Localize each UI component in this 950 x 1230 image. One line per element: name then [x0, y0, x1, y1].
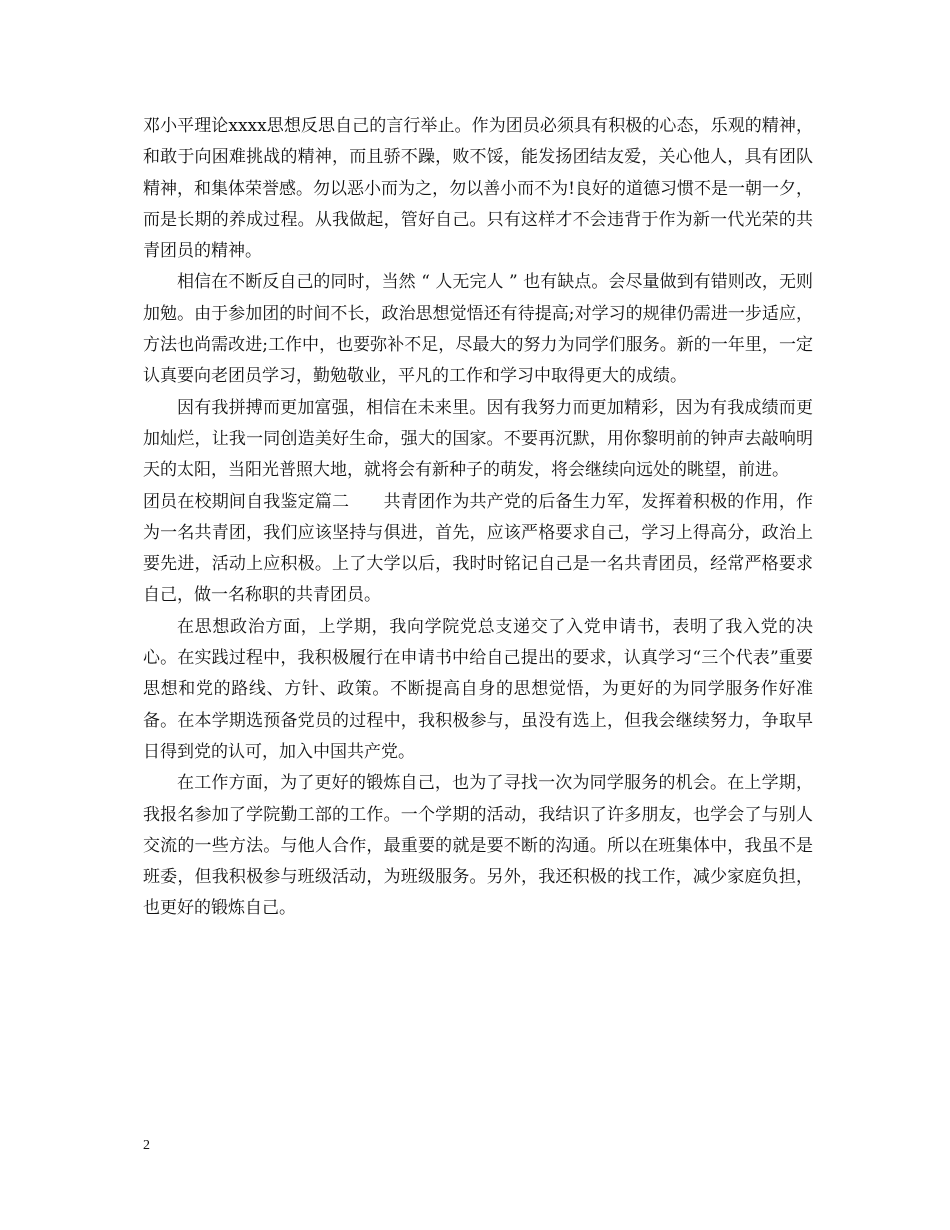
paragraph-2: 相信在不断反自己的同时，当然 “ 人无完人 ” 也有缺点。会尽量做到有错则改，无则加勉。由于参加团的时间不长，政治思想觉悟还有待提高;对学习的规律仍需进一步适应，方法也尚需改进;工作中，也要弥补不足，尽最大的努力为同学们服务。新的一年里，一定认真要向老团员学习，勤勉敬业，平凡的工作和学习中取得更大的成绩。 — [143, 272, 813, 387]
page-number: 2 — [143, 1138, 150, 1153]
paragraph-4-section-heading: 团员在校期间自我鉴定篇二 共青团作为共产党的后备生力军，发挥着积极的作用，作为一名共青团，我们应该坚持与俱进，首先，应该严格要求自己，学习上得高分，政治上要先进，活动上应积极。上了大学以后，我时时铭记自己是一名共青团员，经常严格要求自己，做一名称职的共青团员。 — [143, 491, 813, 606]
paragraph-1: 邓小平理论xxxx思想反思自己的言行举止。作为团员必须具有积极的心态，乐观的精神，和敢于向困难挑战的精神，而且骄不躁，败不馁，能发扬团结友爱，关心他人，具有团队精神，和集体荣誉感。勿以恶小而为之，勿以善小而不为!良好的道德习惯不是一朝一夕，而是长期的养成过程。从我做起，管好自己。只有这样才不会违背于作为新一代光荣的共青团员的精神。 — [143, 116, 813, 262]
paragraph-3: 因有我拼搏而更加富强，相信在未来里。因有我努力而更加精彩，因为有我成绩而更加灿烂，让我一同创造美好生命，强大的国家。不要再沉默，用你黎明前的钟声去敲响明天的太阳，当阳光普照大地，就将会有新种子的萌发，将会继续向远处的眺望，前进。 — [143, 397, 813, 481]
paragraph-6: 在工作方面，为了更好的锻炼自己，也为了寻找一次为同学服务的机会。在上学期，我报名参加了学院勤工部的工作。一个学期的活动，我结识了许多朋友，也学会了与别人交流的一些方法。与他人合作，最重要的就是要不断的沟通。所以在班集体中，我虽不是班委，但我积极参与班级活动，为班级服务。另外，我还积极的找工作，减少家庭负担，也更好的锻炼自己。 — [143, 773, 813, 919]
paragraph-5: 在思想政治方面，上学期，我向学院党总支递交了入党申请书，表明了我入党的决心。在实践过程中，我积极履行在申请书中给自己提出的要求，认真学习“三个代表”重要思想和党的路线、方针、政策。不断提高自身的思想觉悟，为更好的为同学服务作好准备。在本学期选预备党员的过程中，我积极参与，虽没有选上，但我会继续努力，争取早日得到党的认可，加入中国共产党。 — [143, 616, 813, 762]
document-body — [143, 111, 813, 925]
